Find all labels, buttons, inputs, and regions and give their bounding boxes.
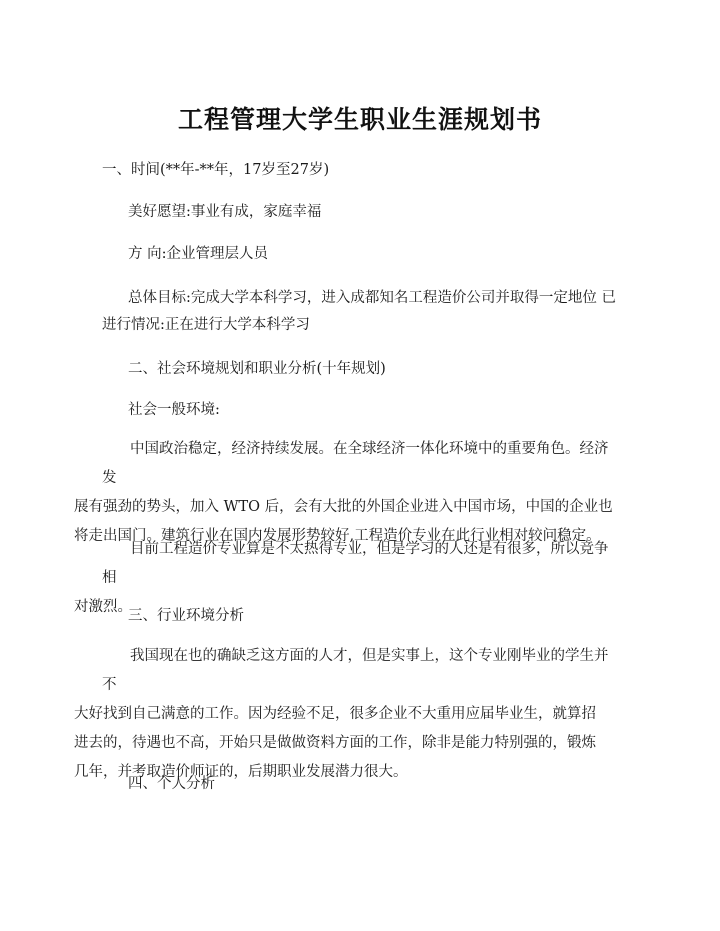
section2-heading: 二、社会环境规划和职业分析(十年规划): [128, 361, 386, 377]
section4-heading: 四、个人分析: [128, 776, 215, 792]
direction-line: 方 向:企业管理层人员: [128, 246, 268, 262]
paragraph-line: 我国现在也的确缺乏这方面的人才，但是实事上，这个专业刚毕业的学生并不: [102, 648, 609, 693]
wish-line: 美好愿望:事业有成，家庭幸福: [128, 204, 322, 220]
section3-paragraph: [74, 642, 622, 787]
paragraph-line: 展有强劲的势头，加入 WTO 后，会有大批的外国企业进入中国市场，中国的企业也: [74, 499, 613, 515]
section3-heading: 三、行业环境分析: [128, 608, 244, 624]
section1-heading: 一、时间(**年-**年，17岁至27岁): [102, 162, 330, 178]
paragraph-line: 中国政治稳定，经济持续发展。在全球经济一体化环境中的重要角色。经济发: [102, 441, 609, 486]
paragraph-line: 对激烈。: [74, 599, 132, 615]
paragraph-line: 几年，并考取造价师证的，后期职业发展潜力很大。: [74, 764, 408, 780]
paragraph-line: 将走出国门。建筑行业在国内发展形势较好,工程造价专业在此行业相对较问稳定。: [74, 528, 601, 544]
goal-line: 总体目标:完成大学本科学习，进入成都知名工程造价公司并取得一定地位 已: [128, 290, 616, 306]
paragraph-line: 进去的，待遇也不高，开始只是做做资料方面的工作，除非是能力特别强的，锻炼: [74, 735, 596, 751]
section2-paragraph-1: [74, 435, 622, 551]
section2-subheading: 社会一般环境:: [128, 402, 220, 418]
paragraph-line: 目前工程造价专业算是不太热得专业，但是学习的人还是有很多，所以竞争相: [102, 541, 609, 586]
progress-line: 进行情况:正在进行大学本科学习: [102, 317, 310, 333]
document-title: 工程管理大学生职业生涯规划书: [177, 105, 542, 134]
paragraph-line: 大好找到自己满意的工作。因为经验不足，很多企业不大重用应届毕业生，就算招: [74, 706, 596, 722]
